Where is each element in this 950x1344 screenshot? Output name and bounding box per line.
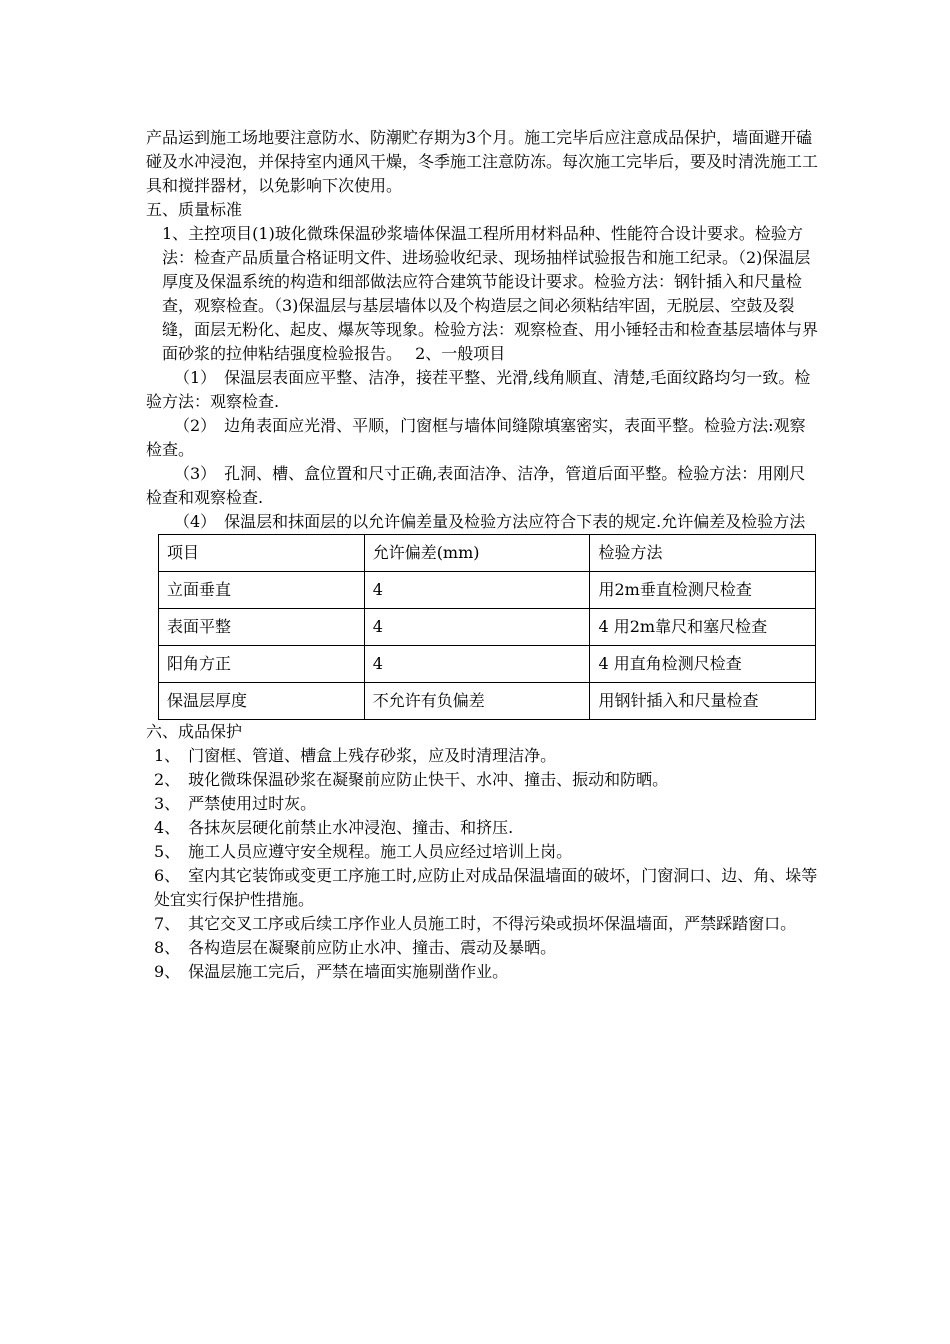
section5-title: 五、质量标准 <box>146 200 243 219</box>
table-cell: 不允许有负偏差 <box>364 683 590 720</box>
list-item: 5、 施工人员应遵守安全规程。施工人员应经过培训上岗。 <box>154 842 573 861</box>
list-item: 9、 保温层施工完后，严禁在墙面实施剔凿作业。 <box>154 962 509 981</box>
table-cell: 立面垂直 <box>159 572 365 609</box>
protection-list <box>146 744 818 984</box>
table-header-cell: 项目 <box>159 535 365 572</box>
document-page <box>146 126 818 984</box>
table-cell: 保温层厚度 <box>159 683 365 720</box>
table-row <box>159 609 816 646</box>
list-item: 4、 各抹灰层硬化前禁止水冲浸泡、撞击、和挤压. <box>154 818 514 837</box>
list-item: 3、 严禁使用过时灰。 <box>154 794 317 813</box>
table-cell: 4 <box>364 609 590 646</box>
table-cell: 阳角方正 <box>159 646 365 683</box>
table-cell: 4 <box>364 572 590 609</box>
list-item: 2、 玻化微珠保温砂浆在凝聚前应防止快干、水冲、撞击、振动和防晒。 <box>154 770 669 789</box>
table-row <box>159 683 816 720</box>
list-item: 8、 各构造层在凝聚前应防止水冲、撞击、震动及暴晒。 <box>154 938 557 957</box>
list-item: 6、 室内其它装饰或变更工序施工时,应防止对成品保温墙面的破坏，门窗洞口、边、角、垛等处宜实行保护性措施。 <box>154 866 818 909</box>
table-cell: 4 <box>364 646 590 683</box>
table-cell: 表面平整 <box>159 609 365 646</box>
table-cell: 用2m垂直检测尺检查 <box>590 572 816 609</box>
table-header-cell: 允许偏差(mm) <box>364 535 590 572</box>
list-item: 7、 其它交叉工序或后续工序作业人员施工时，不得污染或损坏保温墙面，严禁踩踏窗口。 <box>154 914 797 933</box>
intro-paragraph: 产品运到施工场地要注意防水、防潮贮存期为3个月。施工完毕后应注意成品保护，墙面避开磕碰及水冲浸泡，并保持室内通风干燥，冬季施工注意防冻。每次施工完毕后，要及时清洗施工工具和搅拌器材，以免影响下次使用。 <box>146 128 819 195</box>
general-item-3: （3） 孔洞、槽、盒位置和尺寸正确,表面洁净、洁净，管道后面平整。检验方法：用刚尺检查和观察检查. <box>146 464 806 507</box>
main-control-paragraph: 1、主控项目(1)玻化微珠保温砂浆墙体保温工程所用材料品种、性能符合设计要求。检验方法：检查产品质量合格证明文件、进场验收纪录、现场抽样试验报告和施工纪录。（2)保温层厚度及保温系统的构造和细部做法应符合建筑节能设计要求。检验方法：钢针插入和尺量检查，观察检查。（3)保温层与基层墙体以及个构造层之间必须粘结牢固，无脱层、空鼓及裂缝，面层无粉化、起皮、爆灰等现象。检验方法：观察检查、用小锤轻击和检查基层墙体与界面砂浆的拉伸粘结强度检验报告。 2、一般项目 <box>162 224 819 363</box>
list-item: 1、 门窗框、管道、槽盒上残存砂浆，应及时清理洁净。 <box>154 746 557 765</box>
table-header-row <box>159 535 816 572</box>
general-item-4: （4） 保温层和抹面层的以允许偏差量及检验方法应符合下表的规定.允许偏差及检验方法 <box>174 512 806 531</box>
table-cell: 4 用2m靠尺和塞尺检查 <box>590 609 816 646</box>
general-item-2: （2） 边角表面应光滑、平顺，门窗框与墙体间缝隙填塞密实，表面平整。检验方法:观察检查。 <box>146 416 806 459</box>
table-cell: 用钢针插入和尺量检查 <box>590 683 816 720</box>
general-item-1: （1） 保温层表面应平整、洁净，接茬平整、光滑,线角顺直、清楚,毛面纹路均匀一致。检验方法：观察检查. <box>146 368 811 411</box>
table-row <box>159 646 816 683</box>
table-cell: 4 用直角检测尺检查 <box>590 646 816 683</box>
table-row <box>159 572 816 609</box>
table-header-cell: 检验方法 <box>590 535 816 572</box>
tolerance-table <box>158 534 816 720</box>
section6-title: 六、成品保护 <box>146 722 243 741</box>
